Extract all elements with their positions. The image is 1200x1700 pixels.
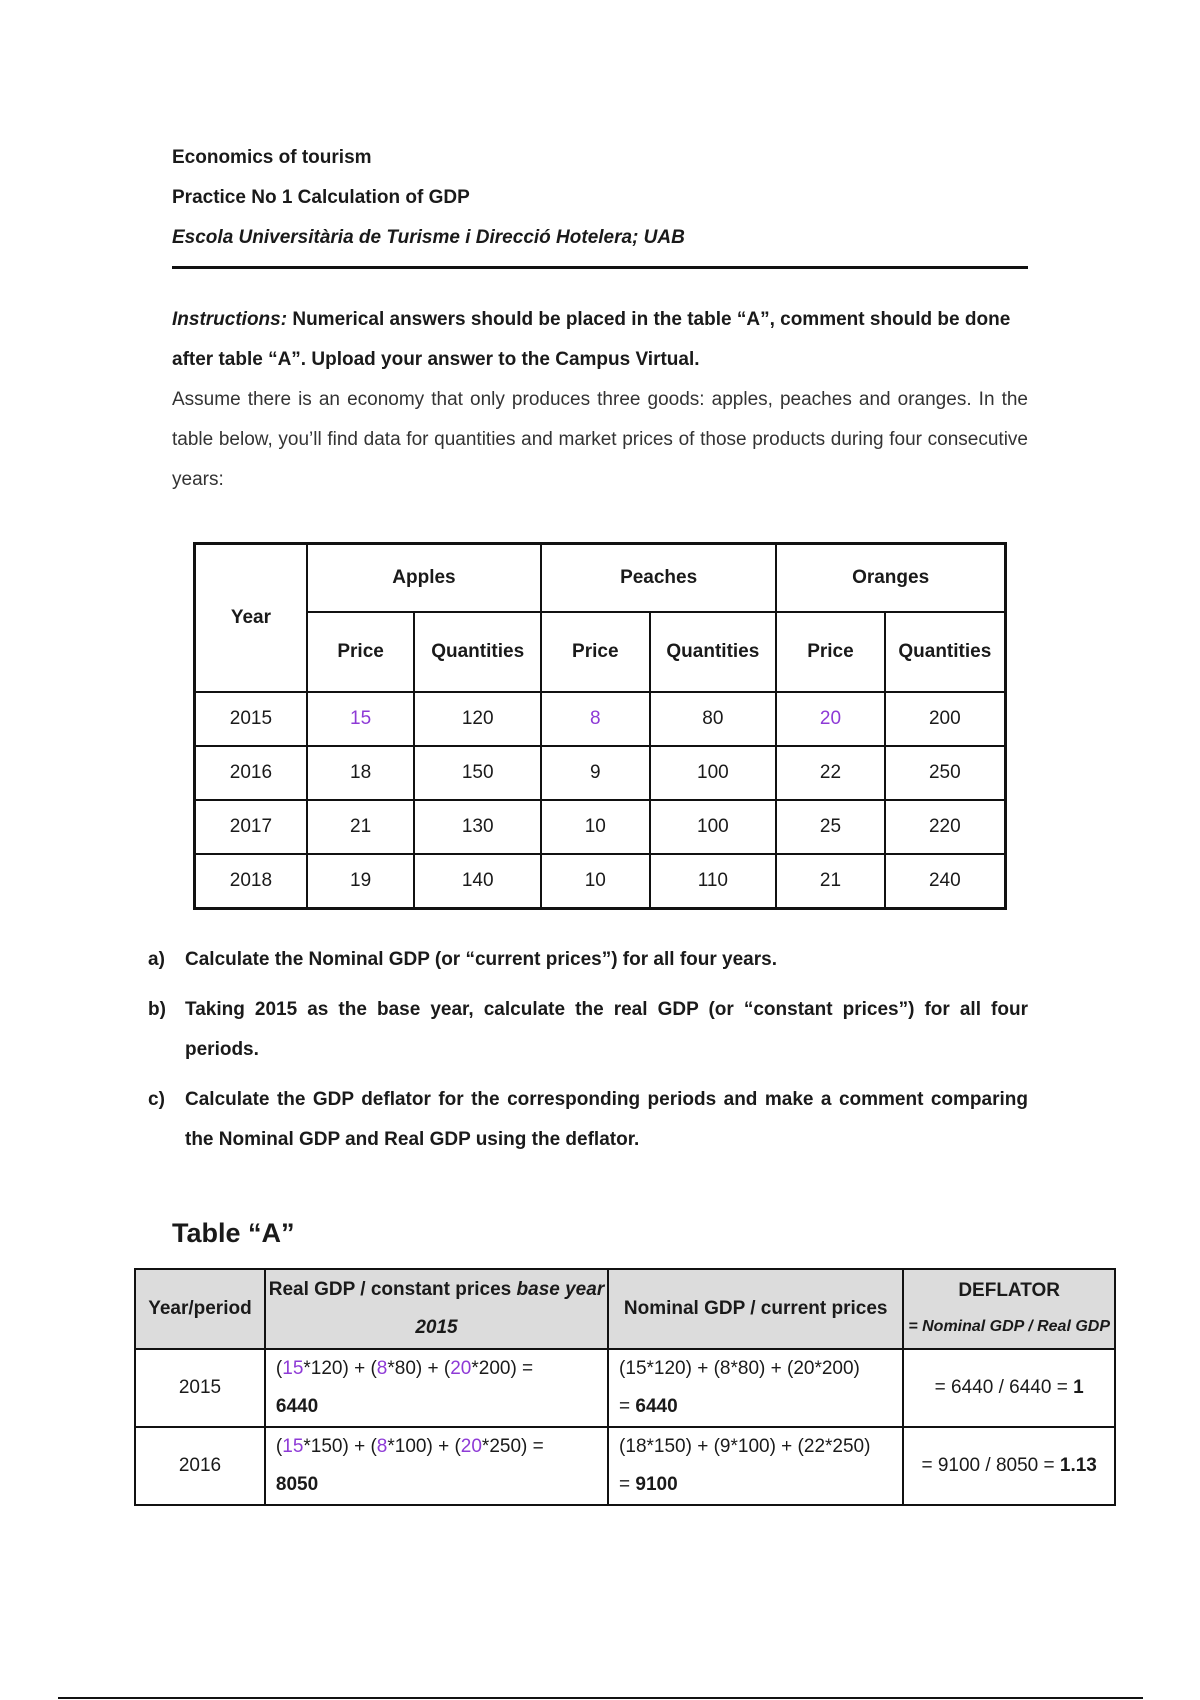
deflator-header-label: DEFLATOR — [958, 1280, 1061, 1301]
question-a — [148, 940, 1028, 980]
apples-qty-cell: 150 — [414, 746, 541, 800]
formula-part: *80) + ( — [387, 1358, 451, 1379]
nominal-gdp-value: 6440 — [635, 1396, 678, 1417]
nominal-gdp-formula: (15*120) + (8*80) + (20*200) — [619, 1358, 860, 1379]
nominal-gdp-header: Nominal GDP / current prices — [608, 1269, 903, 1349]
oranges-price-cell: 25 — [776, 800, 884, 854]
table-row — [135, 1427, 1115, 1505]
deflator-formula: = 6440 / 6440 = — [934, 1377, 1074, 1398]
peaches-qty-cell: 100 — [650, 746, 777, 800]
apples-price-cell: 21 — [307, 800, 414, 854]
year-cell: 2015 — [195, 692, 307, 746]
nominal-gdp-value: 9100 — [635, 1474, 678, 1495]
year-cell: 2016 — [195, 746, 307, 800]
question-list — [148, 940, 1028, 1170]
price-value: 8 — [376, 1358, 388, 1379]
table-a-header-row — [135, 1269, 1115, 1349]
deflator-header-formula: = Nominal GDP / Real GDP — [908, 1318, 1111, 1335]
goods-data-table — [193, 542, 1007, 910]
question-label: a) — [148, 949, 165, 970]
peaches-price-cell: 10 — [541, 854, 649, 909]
nominal-gdp-result: = 6440 — [619, 1396, 678, 1417]
formula-part: *200) = — [471, 1358, 534, 1379]
oranges-qty-cell: 220 — [885, 800, 1006, 854]
oranges-qty-cell: 200 — [885, 692, 1006, 746]
peaches-price-cell: 9 — [541, 746, 649, 800]
deflator-value: 1 — [1073, 1377, 1084, 1398]
formula-part: *120) + ( — [303, 1358, 377, 1379]
oranges-qty-cell: 250 — [885, 746, 1006, 800]
question-text: Taking 2015 as the base year, calculate the real GDP (or “constant prices”) for all four periods. — [185, 999, 1028, 1060]
real-gdp-header-label: Real GDP / constant prices — [268, 1279, 512, 1300]
page-bottom-rule — [58, 1697, 1143, 1699]
year-cell: 2015 — [135, 1349, 265, 1427]
table-row — [195, 800, 1006, 854]
real-gdp-value: 6440 — [275, 1396, 319, 1417]
real-gdp-formula: (15*150) + (8*100) + (20*250) = — [275, 1436, 544, 1457]
question-label: c) — [148, 1089, 165, 1110]
year-period-header: Year/period — [135, 1269, 265, 1349]
price-value: 15 — [282, 1358, 304, 1379]
apples-qty-cell: 140 — [414, 854, 541, 909]
peaches-qty-cell: 100 — [650, 800, 777, 854]
table-a-title: Table “A” — [172, 1218, 295, 1248]
price-value: 8 — [376, 1436, 388, 1457]
nominal-gdp-cell — [608, 1427, 903, 1505]
real-gdp-value: 8050 — [275, 1474, 319, 1495]
problem-statement: Assume there is an economy that only produces three goods: apples, peaches and oranges. In the table below, you’ll find data for quantities and market prices of those products during four consecutive years: — [172, 389, 1028, 490]
real-gdp-header — [265, 1269, 608, 1349]
real-gdp-cell — [265, 1349, 608, 1427]
peaches-qty-cell: 80 — [650, 692, 777, 746]
school-name: Escola Universitària de Turisme i Direcció Hotelera; UAB — [172, 227, 685, 248]
deflator-cell — [903, 1349, 1115, 1427]
table-a — [134, 1268, 1116, 1506]
price-header: Price — [307, 612, 414, 692]
apples-price-cell: 19 — [307, 854, 414, 909]
deflator-cell — [903, 1427, 1115, 1505]
oranges-price-cell: 20 — [776, 692, 884, 746]
oranges-qty-cell: 240 — [885, 854, 1006, 909]
instructions-body: Numerical answers should be placed in the table “A”, comment should be done after table “A”. Upload your answer to the Campus Virtual. — [172, 309, 1011, 370]
header-divider — [172, 266, 1028, 269]
price-header: Price — [776, 612, 884, 692]
formula-part: *100) + ( — [387, 1436, 461, 1457]
practice-title: Practice No 1 Calculation of GDP — [172, 187, 470, 208]
instructions-label: Instructions: — [172, 309, 288, 330]
nominal-gdp-cell — [608, 1349, 903, 1427]
apples-header: Apples — [307, 544, 541, 613]
oranges-header: Oranges — [776, 544, 1005, 613]
instructions-text — [172, 300, 1028, 380]
real-gdp-cell — [265, 1427, 608, 1505]
instructions-block — [172, 300, 1028, 500]
year-header: Year — [195, 544, 307, 693]
table-row — [195, 746, 1006, 800]
price-header: Price — [541, 612, 649, 692]
quantities-header: Quantities — [650, 612, 777, 692]
deflator-formula: = 9100 / 8050 = — [921, 1455, 1060, 1476]
question-text: Calculate the GDP deflator for the corresponding periods and make a comment comparing the Nominal GDP and Real GDP using the deflator. — [185, 1089, 1028, 1150]
peaches-price-cell: 10 — [541, 800, 649, 854]
table-row — [195, 854, 1006, 909]
question-b — [148, 990, 1028, 1070]
document-header — [172, 140, 1028, 269]
apples-qty-cell: 120 — [414, 692, 541, 746]
question-text: Calculate the Nominal GDP (or “current prices”) for all four years. — [185, 949, 777, 970]
oranges-price-cell: 21 — [776, 854, 884, 909]
quantities-header: Quantities — [414, 612, 541, 692]
question-c — [148, 1080, 1028, 1160]
oranges-price-cell: 22 — [776, 746, 884, 800]
table-row — [135, 1349, 1115, 1427]
nominal-gdp-result: = 9100 — [619, 1474, 678, 1495]
real-gdp-formula: (15*120) + (8*80) + (20*200) = — [275, 1358, 534, 1379]
apples-qty-cell: 130 — [414, 800, 541, 854]
year-cell: 2018 — [195, 854, 307, 909]
formula-part: *250) = — [481, 1436, 544, 1457]
course-title: Economics of tourism — [172, 147, 372, 168]
question-label: b) — [148, 999, 166, 1020]
year-cell: 2017 — [195, 800, 307, 854]
quantities-header: Quantities — [885, 612, 1006, 692]
peaches-header: Peaches — [541, 544, 776, 613]
formula-part: *150) + ( — [303, 1436, 377, 1457]
price-value: 15 — [282, 1436, 304, 1457]
apples-price-cell: 18 — [307, 746, 414, 800]
apples-price-cell: 15 — [307, 692, 414, 746]
table-row — [195, 692, 1006, 746]
nominal-gdp-formula: (18*150) + (9*100) + (22*250) — [619, 1436, 871, 1457]
peaches-price-cell: 8 — [541, 692, 649, 746]
peaches-qty-cell: 110 — [650, 854, 777, 909]
price-value: 20 — [450, 1358, 472, 1379]
deflator-value: 1.13 — [1059, 1455, 1097, 1476]
price-value: 20 — [460, 1436, 482, 1457]
deflator-header — [903, 1269, 1115, 1349]
real-gdp-header-base: base year 2015 — [415, 1279, 605, 1338]
year-cell: 2016 — [135, 1427, 265, 1505]
